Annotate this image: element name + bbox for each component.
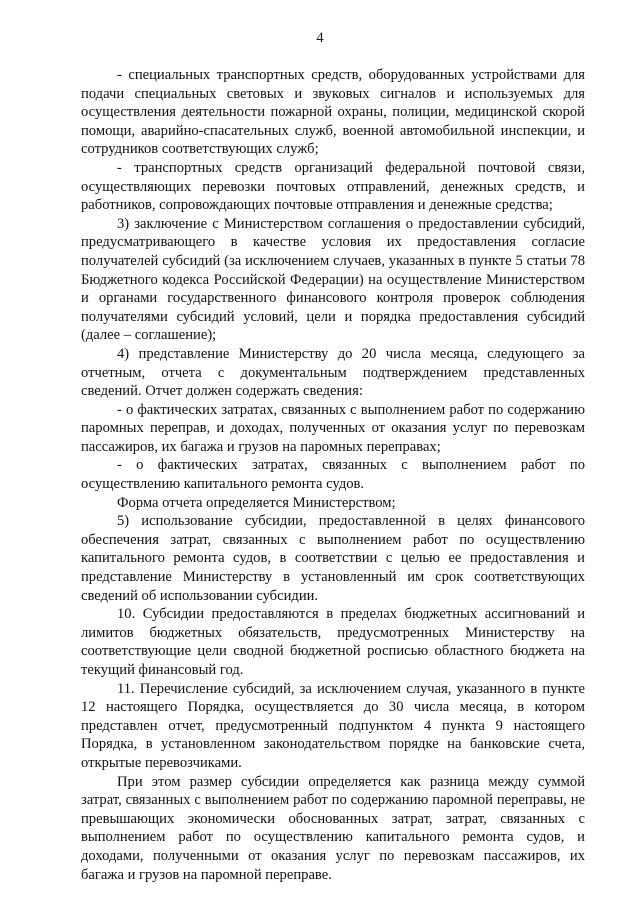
page-number: 4: [316, 30, 324, 46]
paragraph-item-10: 10. Субсидии предоставляются в пределах бюджетных ассигнований и лимитов бюджетных обязательств, предусмотренных Министерству на соответствующие цели сводной бюджетной росписью областного бюджета на текущий финансовый год.: [81, 606, 585, 678]
paragraph-agreement: 3) заключение с Министерством соглашения о предоставлении субсидий, предусматривающего в качестве условия их предоставления согласие получателей субсидий (за исключением случаев, указанных в пункте 5 статьи 78 Бюджетного кодекса Российской Федерации) на осуществление Министерством и органами государственного финансового контроля проверок соблюдения получателями субсидий условий, цели и порядка предоставления субсидий (далее – соглашение);: [81, 215, 585, 344]
paragraph-postal-vehicles: - транспортных средств организаций федеральной почтовой связи, осуществляющих перевозки почтовых отправлений, денежных средств, и работников, сопровождающих почтовые отправления и денежные средства;: [81, 159, 585, 214]
paragraph-subsidy-use: 5) использование субсидии, предоставленной в целях финансового обеспечения затрат, связанных с выполнением работ по осуществлению капитального ремонта судов, в соответствии с целью ее предоставления и представление Министерству в установленный им срок соответствующих сведений об использовании субсидии.: [81, 513, 585, 604]
paragraph-report-submission: 4) представление Министерству до 20 числа месяца, следующего за отчетным, отчета с документальным подтверждением представленных сведений. Отчет должен содержать сведения:: [81, 345, 585, 400]
paragraph-report-repair-costs: - о фактических затратах, связанных с выполнением работ по осуществлению капитального ремонта судов.: [81, 457, 585, 493]
document-body: [81, 66, 585, 884]
paragraph-subsidy-amount: При этом размер субсидии определяется как разница между суммой затрат, связанных с выполнением работ по содержанию паромной переправы, не превышающих экономически обоснованных затрат, затрат, связанных с выполнением работ по осуществлению капитального ремонта судов, и доходами, полученными от оказания услуг по перевозкам пассажиров, их багажа и грузов на паромной переправе.: [81, 773, 585, 883]
paragraph-report-form: Форма отчета определяется Министерством;: [117, 494, 396, 511]
paragraph-item-11: 11. Перечисление субсидий, за исключением случая, указанного в пункте 12 настоящего Порядка, осуществляется до 30 числа месяца, в котором представлен отчет, предусмотренный подпунктом 4 пункта 9 настоящего Порядка, в установленном законодательством порядке на банковские счета, открытые перевозчиками.: [81, 680, 585, 771]
paragraph-special-vehicles: - специальных транспортных средств, оборудованных устройствами для подачи специальных световых и звуковых сигналов и используемых для осуществления деятельности пожарной охраны, полиции, медицинской скорой помощи, аварийно-спасательных служб, военной автомобильной инспекции, и сотрудников соответствующих служб;: [81, 67, 585, 158]
paragraph-report-ferry-costs: - о фактических затратах, связанных с выполнением работ по содержанию паромных переправ, и доходах, полученных от оказания услуг по перевозкам пассажиров, их багажа и грузов на паромных переправах;: [81, 401, 585, 455]
